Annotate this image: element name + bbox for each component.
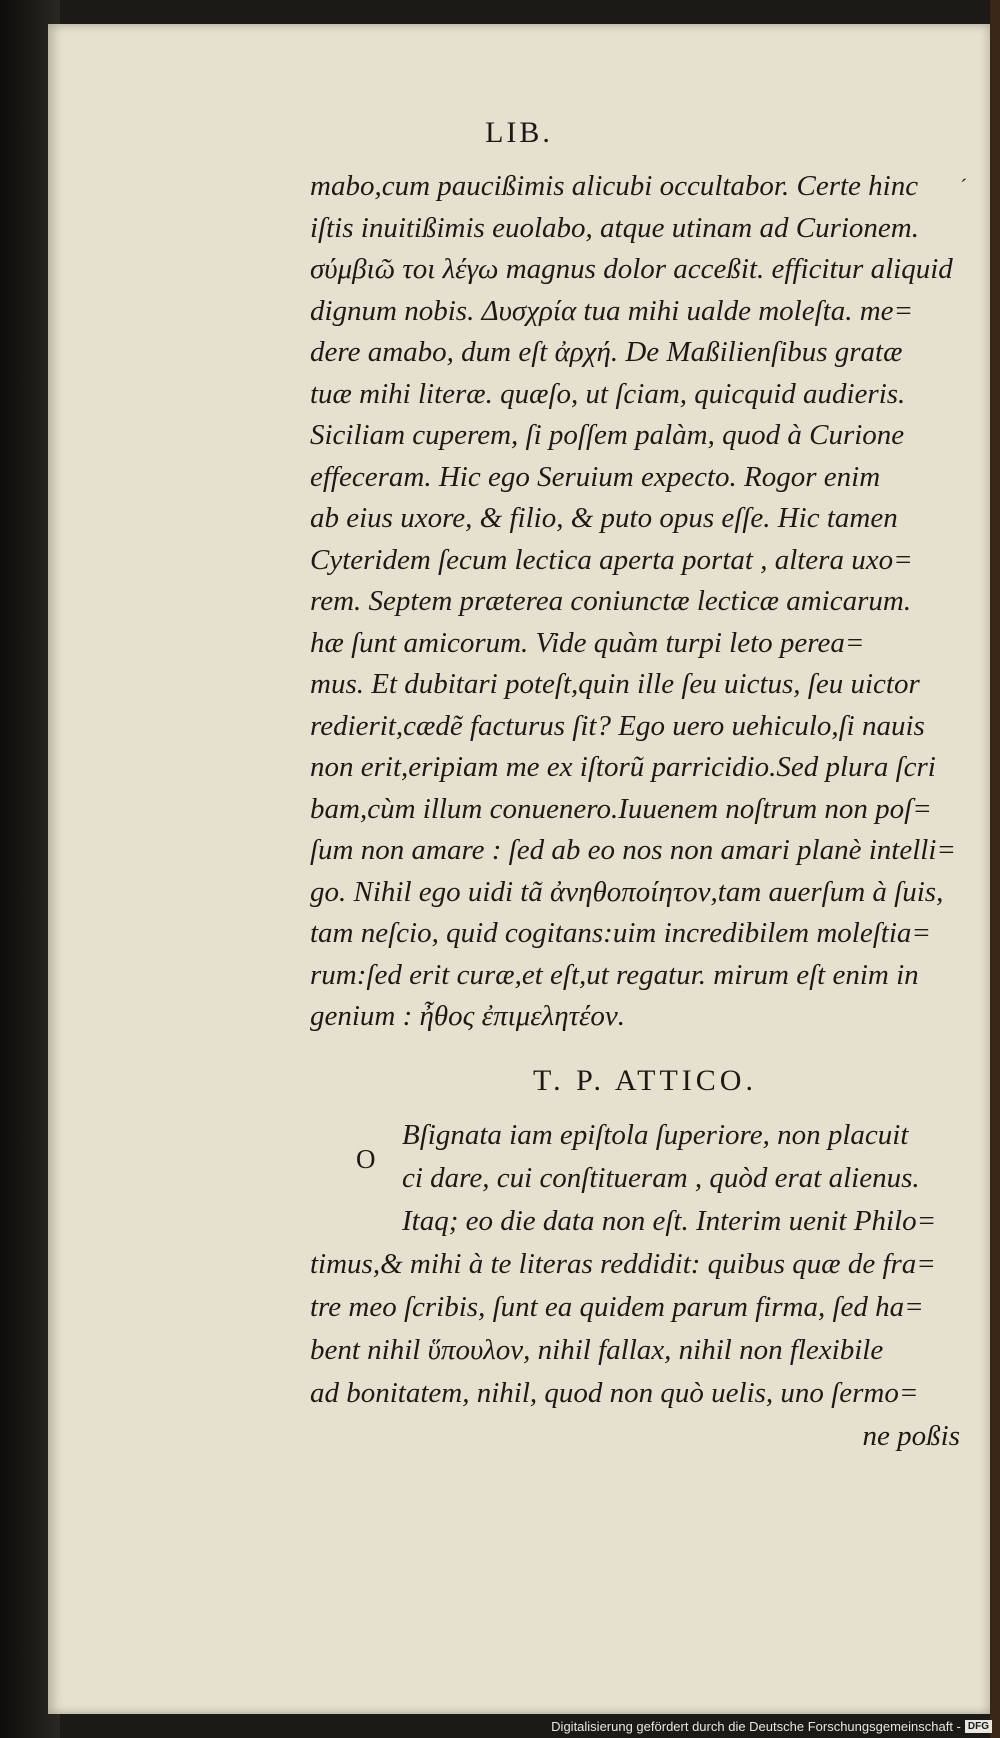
text-line: tam neſcio, quid cogitans:uim incredibilem moleſtia= [310,917,931,949]
text-line: effeceram. Hic ego Seruium expecto. Rogor enim [310,460,881,493]
text-line: timus,& mihi à te literas reddidit: quibus quæ de fra= [310,1248,936,1280]
book-page [48,24,990,1714]
dfg-logo: DFG [965,1720,992,1733]
text-line: go. Nihil ego uidi tã ἀνηθοποίητον,tam auerſum à ſuis, [310,875,944,908]
text-line: σύμβιῶ τοι λέγω magnus dolor acceßit. efficitur aliquid [310,253,953,285]
stray-mark: ´ [960,174,968,199]
text-line: ab eius uxore, & filio, & puto opus eſſe. Hic tamen [310,502,898,534]
text-line: rum:ſed erit curæ,et eſt,ut regatur. mirum eſt enim in [310,958,919,991]
text-line: non erit,eripiam me ex iſtorũ parricidio.Sed plura ſcri [310,751,936,783]
text-line: dignum nobis. Δυσχρία tua mihi ualde moleſta. me= [310,294,914,327]
book-edge [990,0,1000,1738]
text-line: iſtis inuitißimis euolabo, atque utinam ad Curionem. [310,211,919,244]
text-line: ſum non amare : ſed ab eo nos non amari planè intelli= [310,834,956,866]
text-line: Bſignata iam epiſtola ſuperiore, non placuit [402,1119,909,1151]
text-line: genium : ἦθος ἐπιμελητέον. [310,1000,626,1032]
section-title: T. P. ATTICO. [533,1064,757,1097]
text-line: dere amabo, dum eſt ἀρχή. De Maßilienſibus gratæ [310,336,903,368]
body-text [310,166,980,1038]
text-line: Itaq; eo die data non eſt. Interim uenit Philo= [402,1205,937,1237]
text-line: ci dare, cui conſtitueram , quòd erat alienus. [402,1162,920,1194]
text-line: Cyteridem ſecum lectica aperta portat , altera uxo= [310,543,913,576]
initial-letter: O [356,1144,376,1174]
text-line: bent nihil ὕπουλον, nihil fallax, nihil non flexibile [310,1334,884,1366]
text-line: ad bonitatem, nihil, quod non quò uelis, uno ſermo= [310,1377,919,1409]
text-line: tre meo ſcribis, ſunt ea quidem parum firma, ſed ha= [310,1291,924,1323]
text-line: tuæ mihi literæ. quæſo, ut ſciam, quicquid audieris. [310,377,906,410]
footer-credit [551,1719,992,1734]
text-line: mus. Et dubitari poteſt,quin ille ſeu uictus, ſeu uictor [310,668,920,700]
text-line: hæ ſunt amicorum. Vide quàm turpi leto perea= [310,626,865,659]
text-line: Siciliam cuperem, ſi poſſem palàm, quod à Curione [310,419,905,451]
running-header: LIB. [485,116,553,149]
text-line: bam,cùm illum conuenero.Iuuenem noſtrum non poſ= [310,792,932,825]
text-line: mabo,cum paucißimis alicubi occultabor. Certe hinc [310,170,919,202]
text-line: redierit,cædẽ facturus ſit? Ego uero uehiculo,ſi nauis [310,709,925,742]
text-line: rem. Septem præterea coniunctæ lecticæ amicarum. [310,585,912,617]
catchword: ne poßis [862,1420,960,1452]
footer-text: Digitalisierung gefördert durch die Deutsche Forschungsgemeinschaft - [551,1719,961,1734]
letter-text [310,1114,980,1458]
